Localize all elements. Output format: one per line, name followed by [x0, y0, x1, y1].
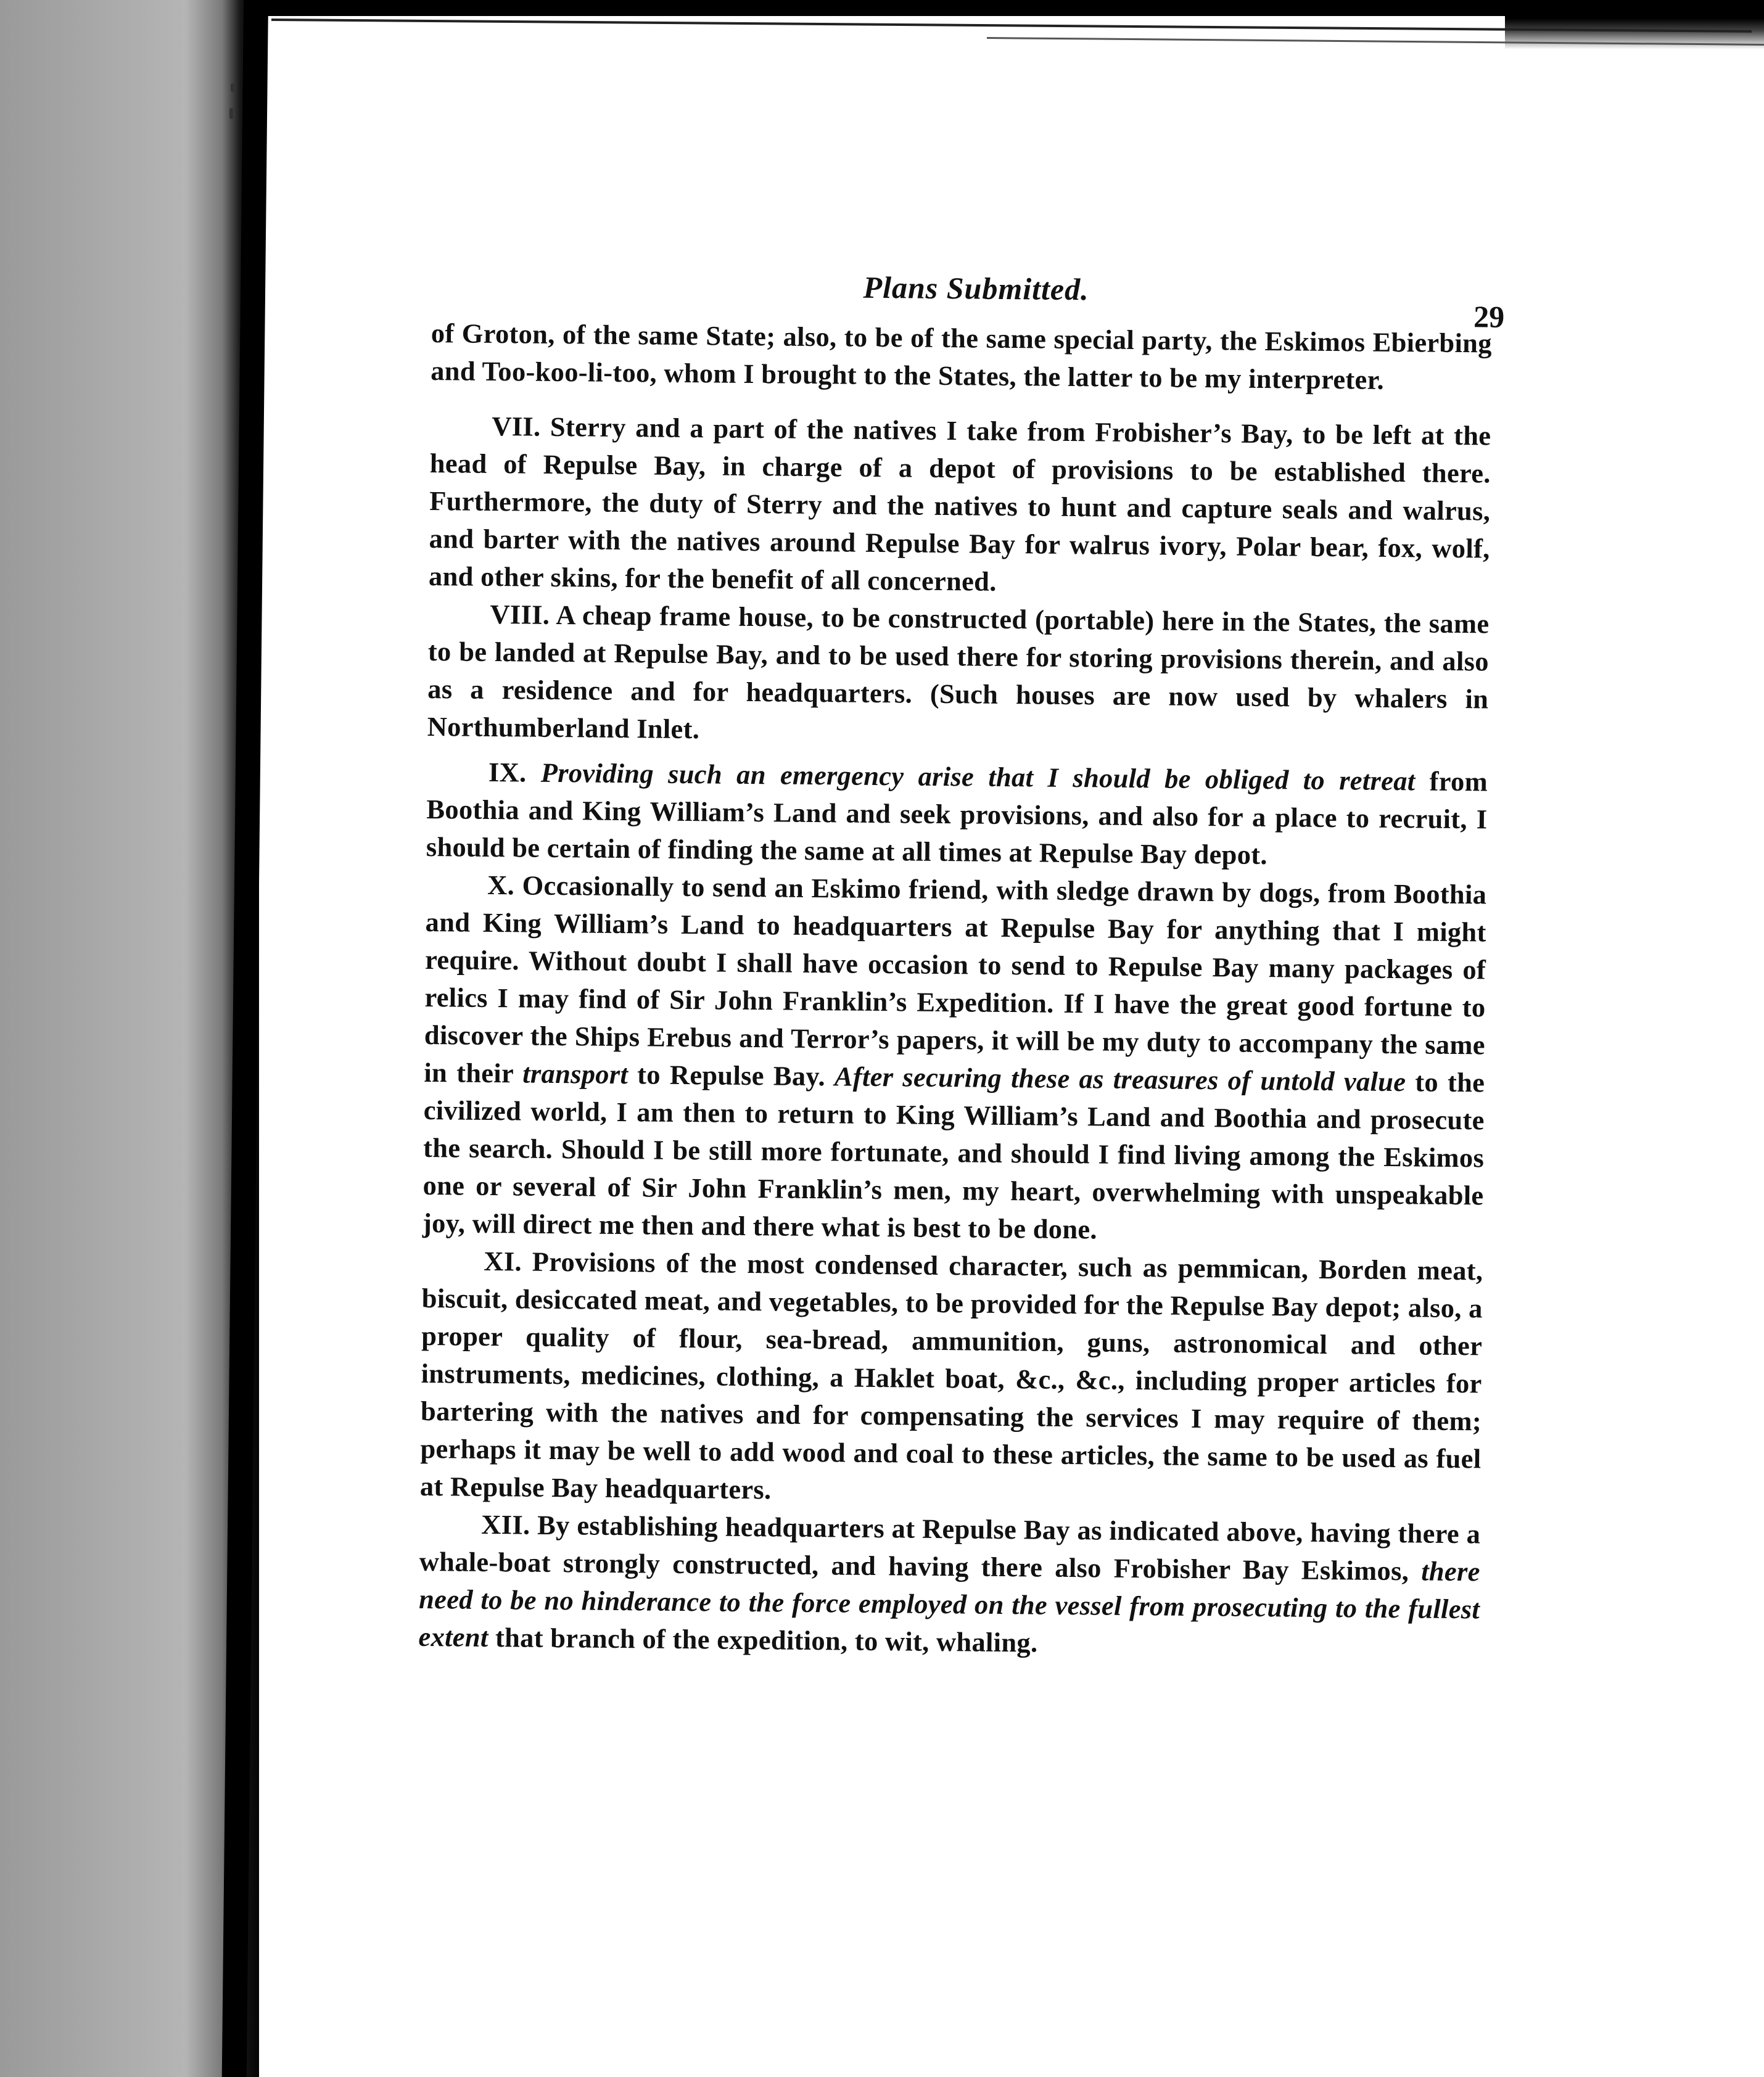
- italic-run: there need to be no hinderance to the force employed on the vessel from prosecuting to the fullest extent: [418, 1555, 1480, 1653]
- text-run: to the civilized world, I am then to return to King William’s Land and Boothia and prosecute the search. Should I be still more fortunate, and should I find living among the Eskimos one or several of Sir John Franklin’s men, my heart, overwhelming with unspeakable joy, will direct me then and there what is best to be done.: [422, 1066, 1485, 1245]
- body-text: [418, 315, 1492, 1666]
- paragraph-xi: [420, 1242, 1483, 1515]
- scan-border-left: [0, 0, 259, 2077]
- text-run: VIII. A cheap frame house, to be constructed (portable) here in the States, the same to be landed at Repulse Bay, and to be used there for storing provisions therein, and also as a residence and for headquarters. (Such houses are now used by whalers in Northumberland Inlet.: [427, 598, 1490, 745]
- italic-run: Providing such an emergency arise that I should be obliged to retreat: [540, 757, 1416, 797]
- paragraph-continuation: [431, 315, 1492, 400]
- text-run: XII. By establishing headquarters at Repulse Bay as indicated above, having there a whale-boat strongly constructed, and having there also Frobisher Bay Eskimos,: [419, 1508, 1481, 1587]
- text-run: X. Occasionally to send an Eskimo friend, with sledge drawn by dogs, from Boothia and King William’s Land to headquarters at Repulse Bay for anything that I might require. Without doubt I shall have occasion to send to Repulse Bay many packages of relics I may find of Sir John Franklin’s Expedition. If I have the great good fortune to discover the Ships Erebus and Terror’s papers, it will be my duty to accompany the same in their: [424, 869, 1487, 1089]
- book-page: [418, 259, 1505, 1666]
- scan-speck: [231, 83, 234, 92]
- italic-run: transport: [522, 1058, 629, 1090]
- text-run: VII. Sterry and a part of the natives I take from Frobisher’s Bay, to be left at the head of Repulse Bay, in charge of a depot of provisions to be established there. Furthermore, the duty of Sterry and the natives to hunt and capture seals and walrus, and barter with the natives around Repulse Bay for walrus ivory, Polar bear, fox, wolf, and other skins, for the benefit of all concerned.: [428, 410, 1491, 597]
- text-run: from Boothia and King William’s Land and seek provisions, and also for a place to recruit, I should be certain of finding the same at all times at Repulse Bay depot.: [426, 765, 1488, 871]
- text-run: to Repulse Bay.: [627, 1059, 835, 1092]
- paragraph-vii: [429, 407, 1491, 605]
- text-run: IX.: [488, 756, 541, 788]
- running-title: Plans Submitted.: [863, 269, 1089, 307]
- italic-run: After securing these as treasures of untold value: [834, 1061, 1406, 1098]
- page-number: 29: [1473, 299, 1505, 334]
- paragraph-viii: [427, 595, 1489, 755]
- text-run: that branch of the expedition, to wit, whaling.: [488, 1621, 1038, 1658]
- paragraph-xii: [418, 1505, 1480, 1666]
- running-header: [431, 259, 1505, 334]
- paragraph-ix: [426, 753, 1488, 876]
- scan-speck: [229, 108, 233, 119]
- paragraph-x: [422, 866, 1487, 1252]
- text-run: XI. Provisions of the most condensed character, such as pemmican, Borden meat, biscuit, desiccated meat, and vegetables, to be provided for the Repulse Bay depot; also, a proper quality of flour, sea-bread, ammunition, guns, astronomical and other instruments, medicines, clothing, a Haklet boat, &c., &c., including proper articles for bartering with the natives and for compensating the services I may require of them; perhaps it may be well to add wood and coal to these articles, the same to be used as fuel at Repulse Bay headquarters.: [419, 1245, 1483, 1505]
- text-run: of Groton, of the same State; also, to be of the same special party, the Eskimos Ebierbing and Too-koo-li-too, whom I brought to the States, the latter to be my interpreter.: [431, 317, 1493, 395]
